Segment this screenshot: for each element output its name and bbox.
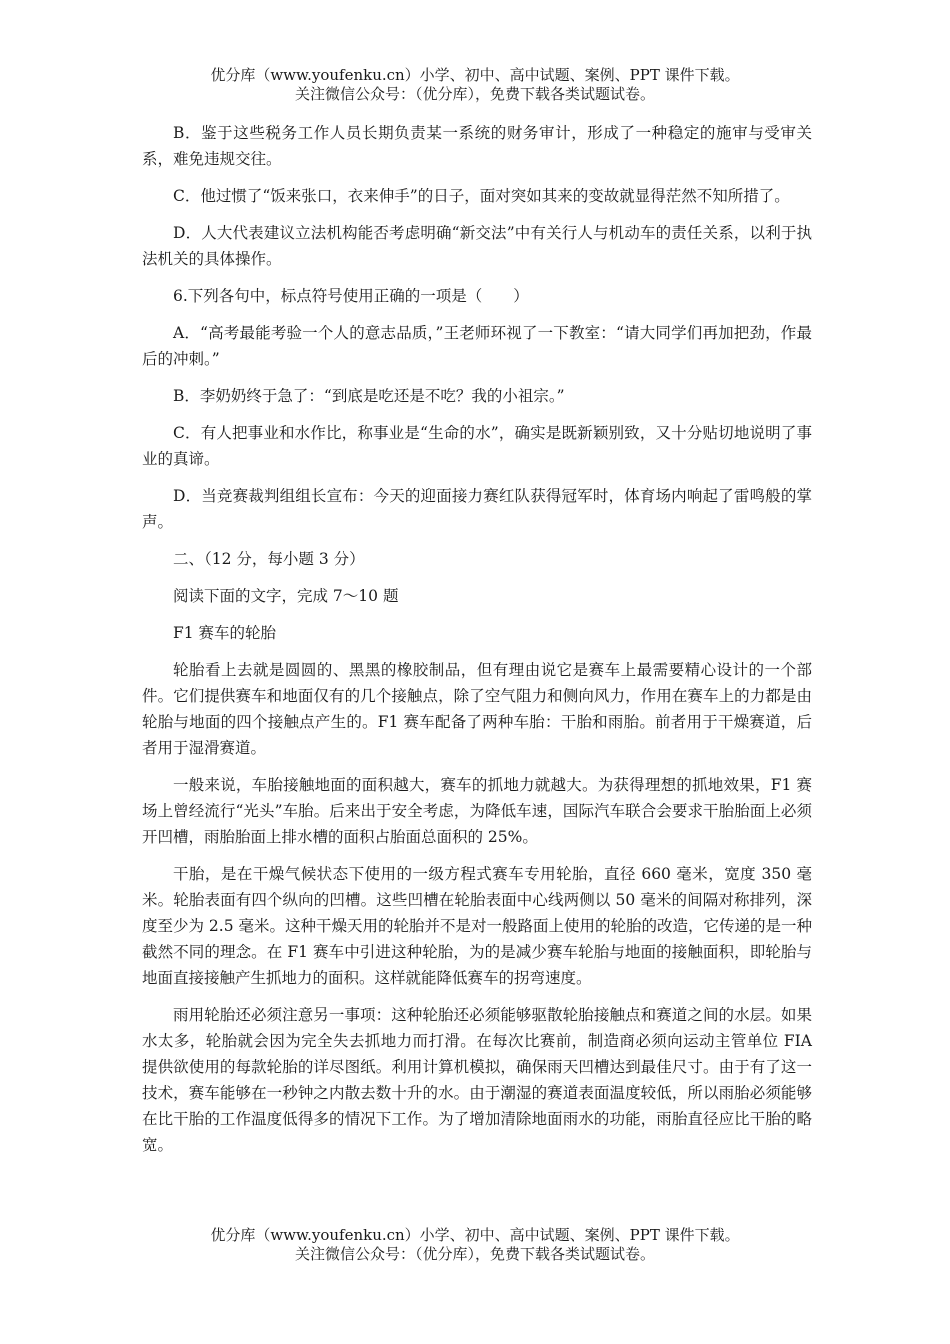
- article-paragraph: 雨用轮胎还必须注意另一事项：这种轮胎还必须能够驱散轮胎接触点和赛道之间的水层。如果水太多，轮胎就会因为完全失去抓地力而打滑。在每次比赛前，制造商必须向运动主管单位 FIA 提供欲使用的每款轮胎的详尽图纸。利用计算机模拟，确保雨天凹槽达到最佳尺寸。由于有了这一技术，赛车能够在一秒钟之内散去数十升的水。由于潮湿的赛道表面温度较低，所以雨胎必须能够在比干胎的工作温度低得多的情况下工作。为了增加清除地面雨水的功能，雨胎直径应比干胎的略宽。: [142, 1006, 812, 1154]
- article-paragraph: 一般来说，车胎接触地面的面积越大，赛车的抓地力就越大。为获得理想的抓地效果，F1 赛场上曾经流行“光头”车胎。后来出于安全考虑，为降低车速，国际汽车联合会要求干胎胎面上必须开凹槽，雨胎胎面上排水槽的面积占胎面总面积的 25%。: [142, 776, 812, 846]
- page-header: [0, 66, 950, 104]
- header-line-2: 关注微信公众号：（优分库），免费下载各类试题试卷。: [294, 85, 655, 103]
- question-6: 6.下列各句中，标点符号使用正确的一项是（ ）: [173, 287, 529, 305]
- footer-line-2: 关注微信公众号：（优分库），免费下载各类试题试卷。: [294, 1245, 655, 1263]
- header-line-1: 优分库（www.youfenku.cn）小学、初中、高中试题、案例、PPT 课件下载。: [210, 66, 740, 84]
- option-a-q6: A．“高考最能考验一个人的意志品质，”王老师环视了一下教室：“请大同学们再加把劲，作最后的冲刺。”: [142, 324, 812, 368]
- article-paragraph: 轮胎看上去就是圆圆的、黑黑的橡胶制品，但有理由说它是赛车上最需要精心设计的一个部件。它们提供赛车和地面仅有的几个接触点，除了空气阻力和侧向风力，作用在赛车上的力都是由轮胎与地面的四个接触点产生的。F1 赛车配备了两种车胎：干胎和雨胎。前者用于干燥赛道，后者用于湿滑赛道。: [142, 661, 812, 757]
- document-body: [142, 120, 812, 1169]
- option-d-q5: D．人大代表建议立法机构能否考虑明确“新交法”中有关行人与机动车的责任关系，以利于执法机关的具体操作。: [142, 224, 812, 268]
- option-b-q6: B．李奶奶终于急了：“到底是吃还是不吃？我的小祖宗。”: [173, 387, 565, 405]
- article-paragraph: 干胎，是在干燥气候状态下使用的一级方程式赛车专用轮胎，直径 660 毫米，宽度 350 毫米。轮胎表面有四个纵向的凹槽。这些凹槽在轮胎表面中心线两侧以 50 毫米的间隔对称排列，深度至少为 2.5 毫米。这种干燥天用的轮胎并不是对一般路面上使用的轮胎的改造，它传递的是一种截然不同的理念。在 F1 赛车中引进这种轮胎，为的是减少赛车轮胎与地面的接触面积，即轮胎与地面直接接触产生抓地力的面积。这样就能降低赛车的拐弯速度。: [142, 865, 813, 987]
- option-c-q5: C．他过惯了“饭来张口，衣来伸手”的日子，面对突如其来的变故就显得茫然不知所措了。: [173, 187, 790, 205]
- option-b-q5: B．鉴于这些税务工作人员长期负责某一系统的财务审计，形成了一种稳定的施审与受审关系，难免违规交往。: [142, 124, 812, 168]
- page-footer: [0, 1226, 950, 1264]
- option-d-q6: D．当竞赛裁判组组长宣布：今天的迎面接力赛红队获得冠军时，体育场内响起了雷鸣般的掌声。: [142, 487, 812, 531]
- option-c-q6: C．有人把事业和水作比，称事业是“生命的水”，确实是既新颖别致，又十分贴切地说明了事业的真谛。: [142, 424, 812, 468]
- section-heading: 二、（12 分，每小题 3 分）: [173, 550, 365, 568]
- article-title: F1 赛车的轮胎: [173, 624, 277, 642]
- footer-line-1: 优分库（www.youfenku.cn）小学、初中、高中试题、案例、PPT 课件下载。: [210, 1226, 740, 1244]
- reading-instruction: 阅读下面的文字，完成 7～10 题: [173, 587, 399, 605]
